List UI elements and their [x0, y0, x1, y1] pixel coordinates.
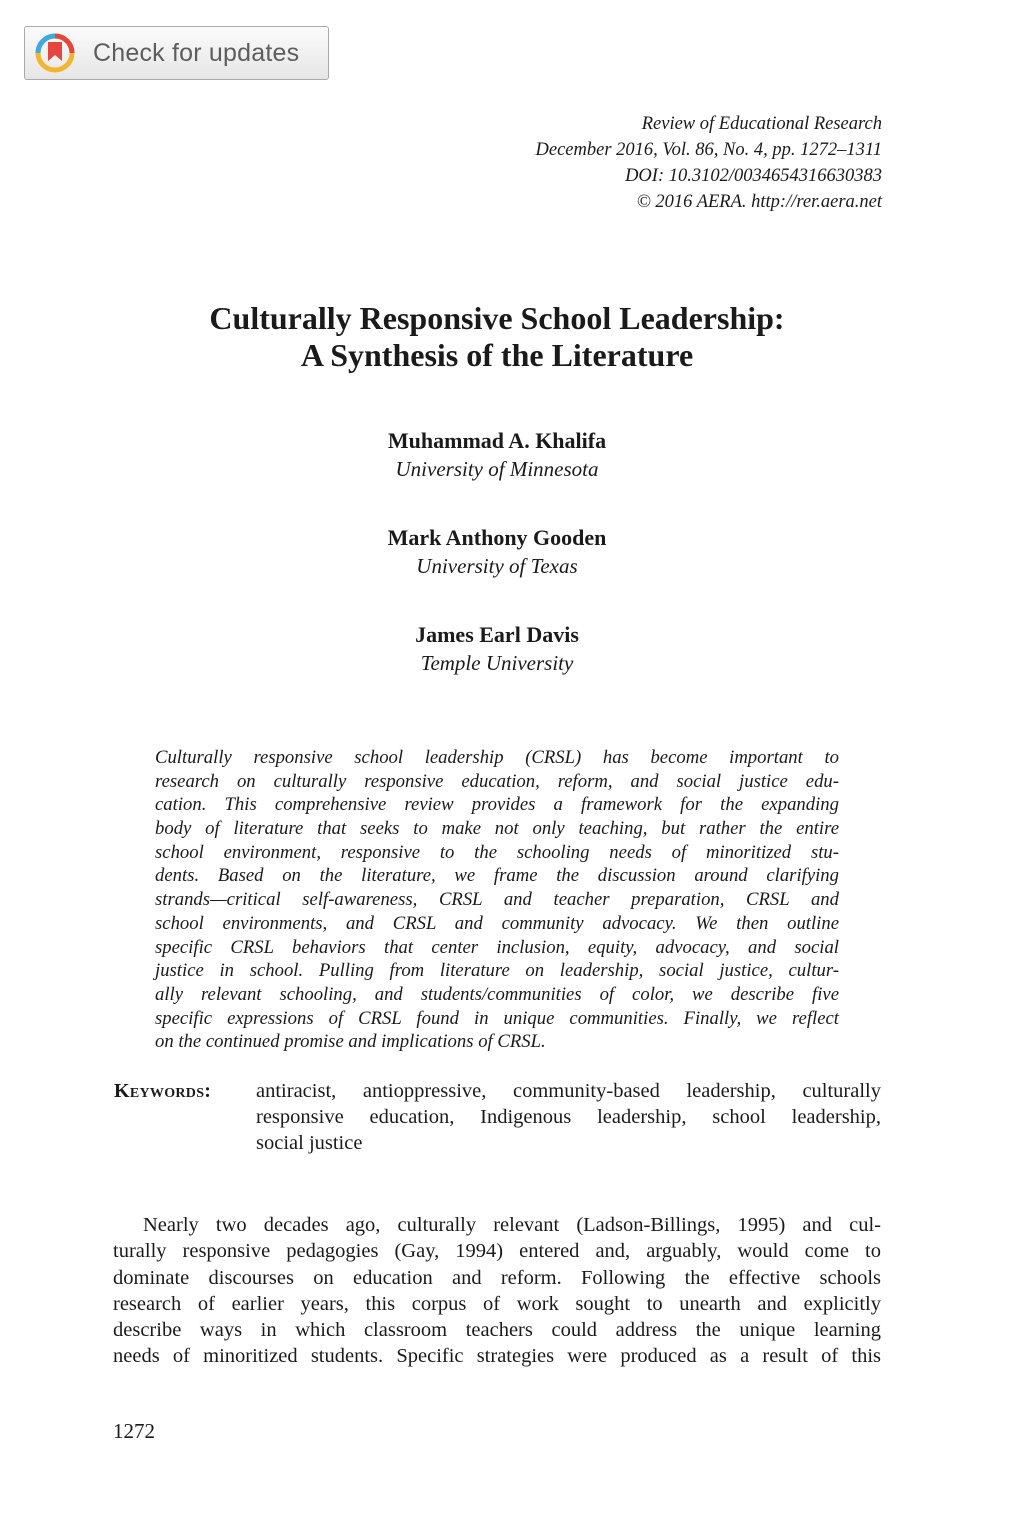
abstract-line: research on culturally responsive education, reform, and social justice edu- [155, 770, 839, 792]
author-affiliation: Temple University [420, 651, 574, 675]
abstract-line: dents. Based on the literature, we frame the discussion around clarifying [155, 865, 839, 887]
author-block [0, 524, 994, 580]
keywords-line: responsive education, Indigenous leadership, school leadership, [256, 1106, 881, 1128]
body-paragraph [113, 1212, 881, 1370]
journal-doi: DOI: 10.3102/0034654316630383 [625, 166, 882, 186]
abstract-line: specific expressions of CRSL found in unique communities. Finally, we reflect [155, 1007, 839, 1029]
abstract-line: strands—critical self-awareness, CRSL and teacher preparation, CRSL and [155, 889, 839, 911]
keywords-line: antiracist, antioppressive, community-based leadership, culturally [256, 1080, 881, 1102]
author-block [0, 427, 994, 483]
author-block [0, 621, 994, 677]
journal-copyright: © 2016 AERA. http://rer.aera.net [636, 192, 882, 212]
body-line: describe ways in which classroom teachers could address the unique learning [113, 1319, 881, 1342]
article-title-line: Culturally Responsive School Leadership: [209, 300, 785, 336]
body-line: turally responsive pedagogies (Gay, 1994) entered and, arguably, would come to [113, 1240, 881, 1263]
abstract-line: ally relevant schooling, and students/communities of color, we describe five [155, 983, 839, 1005]
author-name: Muhammad A. Khalifa [387, 428, 607, 453]
keywords-line: social justice [256, 1132, 363, 1154]
check-for-updates-button[interactable] [24, 26, 329, 80]
abstract-line: cation. This comprehensive review provides a framework for the expanding [155, 794, 839, 816]
abstract-line: body of literature that seeks to make not only teaching, but rather the entire [155, 818, 839, 840]
article-title-line: A Synthesis of the Literature [300, 337, 694, 373]
journal-metadata [536, 111, 883, 215]
author-name: Mark Anthony Gooden [387, 525, 607, 550]
author-affiliation: University of Minnesota [395, 457, 599, 481]
page-number: 1272 [113, 1419, 155, 1443]
abstract-line: specific CRSL behaviors that center inclusion, equity, advocacy, and social [155, 936, 839, 958]
abstract-line: on the continued promise and implications of CRSL. [155, 1031, 546, 1053]
author-affiliation: University of Texas [416, 554, 578, 578]
journal-name: Review of Educational Research [641, 114, 882, 134]
crossmark-bookmark-icon [35, 33, 75, 73]
abstract [155, 746, 839, 1054]
author-name: James Earl Davis [415, 622, 579, 647]
body-line: dominate discourses on education and reform. Following the effective schools [113, 1266, 881, 1289]
article-title [0, 300, 994, 374]
check-for-updates-label: Check for updates [93, 38, 300, 67]
abstract-line: school environment, responsive to the schooling needs of minoritized stu- [155, 841, 839, 863]
journal-issue: December 2016, Vol. 86, No. 4, pp. 1272–1311 [535, 140, 882, 160]
abstract-line: Culturally responsive school leadership (CRSL) has become important to [155, 747, 839, 768]
body-line: needs of minoritized students. Specific strategies were produced as a result of this [113, 1345, 881, 1368]
abstract-line: justice in school. Pulling from literature on leadership, social justice, cultur- [155, 960, 839, 982]
keywords-label: Keywords: [114, 1080, 212, 1102]
abstract-line: school environments, and CRSL and community advocacy. We then outline [155, 912, 839, 934]
body-line: Nearly two decades ago, culturally relevant (Ladson-Billings, 1995) and cul- [143, 1214, 881, 1236]
keywords-list [256, 1078, 881, 1156]
body-line: research of earlier years, this corpus of work sought to unearth and explicitly [113, 1292, 881, 1315]
